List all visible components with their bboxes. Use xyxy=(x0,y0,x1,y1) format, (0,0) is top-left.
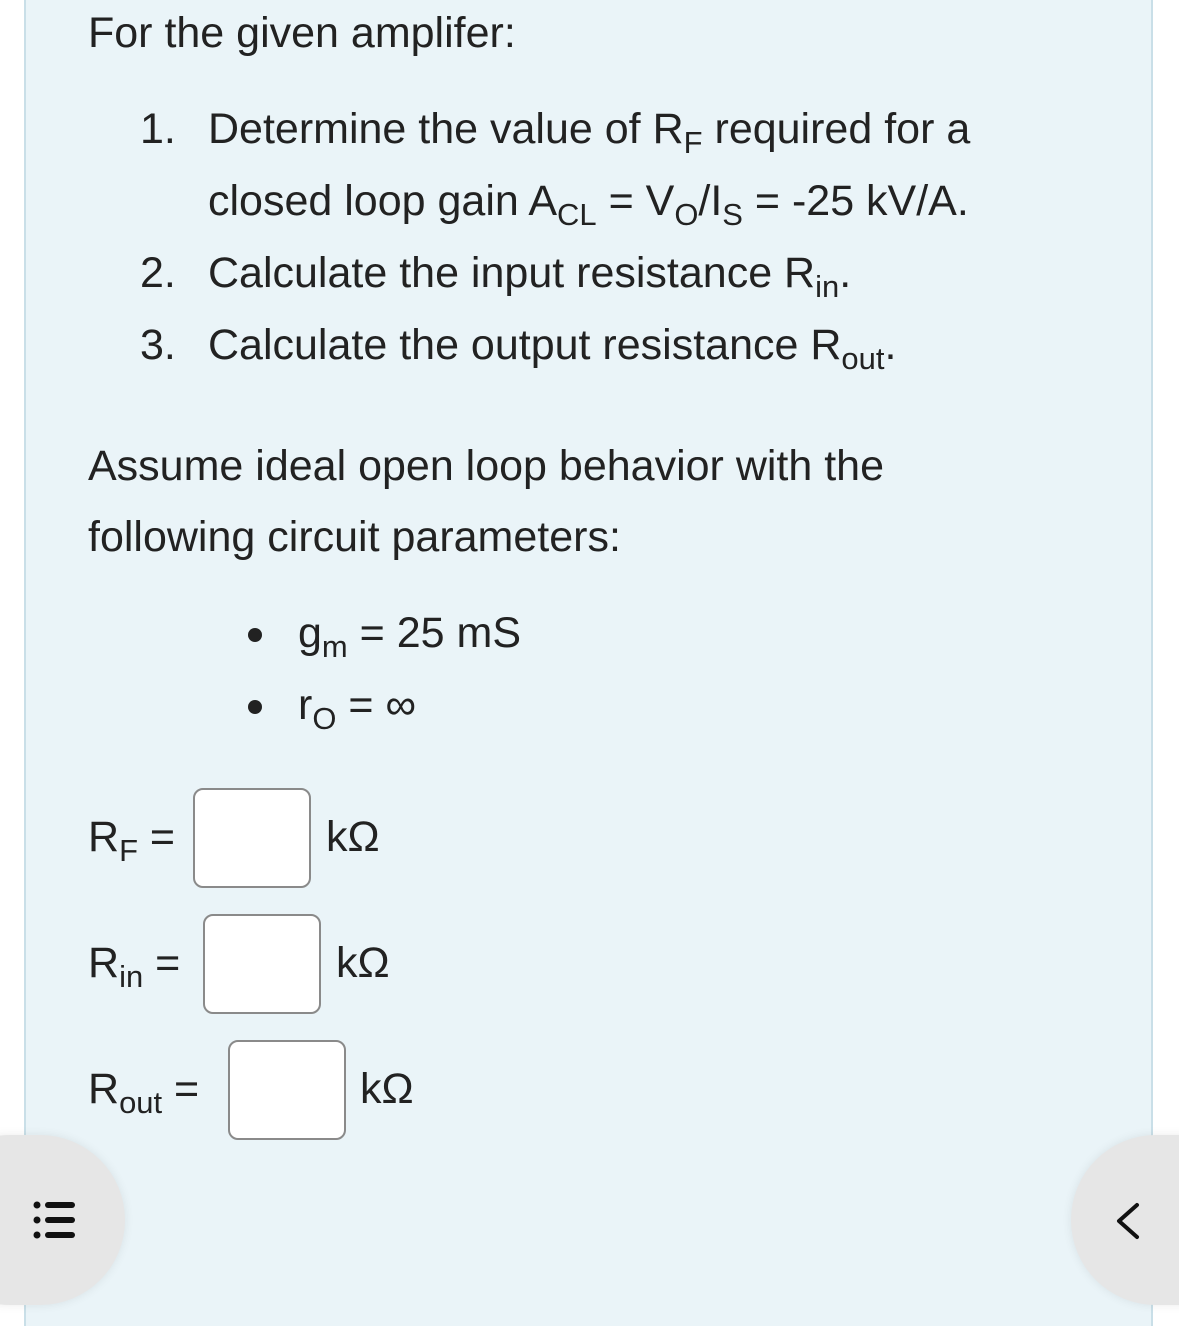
question-intro: For the given amplifer: xyxy=(88,9,516,57)
assume-line-2: following circuit parameters: xyxy=(88,513,621,561)
bullet-icon xyxy=(248,628,262,642)
step-2-number: 2. xyxy=(140,249,176,297)
step-1-line-1: Determine the value of $R_F$ required for a xyxy=(208,105,971,160)
rin-label: $R_{in}$ = xyxy=(88,939,181,994)
bullet-icon xyxy=(248,700,262,714)
rf-unit: kΩ xyxy=(326,813,380,861)
list-icon xyxy=(33,1200,77,1240)
rout-input[interactable] xyxy=(228,1040,346,1140)
rin-input[interactable] xyxy=(203,914,321,1014)
step-1-number: 1. xyxy=(140,105,176,153)
step-2-text: Calculate the input resistance $R_{in}$. xyxy=(208,249,852,304)
step-3-number: 3. xyxy=(140,321,176,369)
rin-unit: kΩ xyxy=(336,939,390,987)
chevron-left-icon xyxy=(1113,1201,1143,1241)
step-3-text: Calculate the output resistance $R_{out}$. xyxy=(208,321,897,376)
step-1-line-2: closed loop gain $A_{CL} = V_O/I_S = -25$ kV/A. xyxy=(208,177,969,232)
assume-line-1: Assume ideal open loop behavior with the xyxy=(88,442,885,490)
param-ro: $r_O$ = ∞ xyxy=(298,681,417,736)
rout-unit: kΩ xyxy=(360,1065,414,1113)
rf-input[interactable] xyxy=(193,788,311,888)
param-gm: $g_m = 25$ mS xyxy=(298,609,521,664)
rf-label: $R_F$ = xyxy=(88,813,176,868)
rout-label: $R_{out}$ = xyxy=(88,1065,200,1120)
